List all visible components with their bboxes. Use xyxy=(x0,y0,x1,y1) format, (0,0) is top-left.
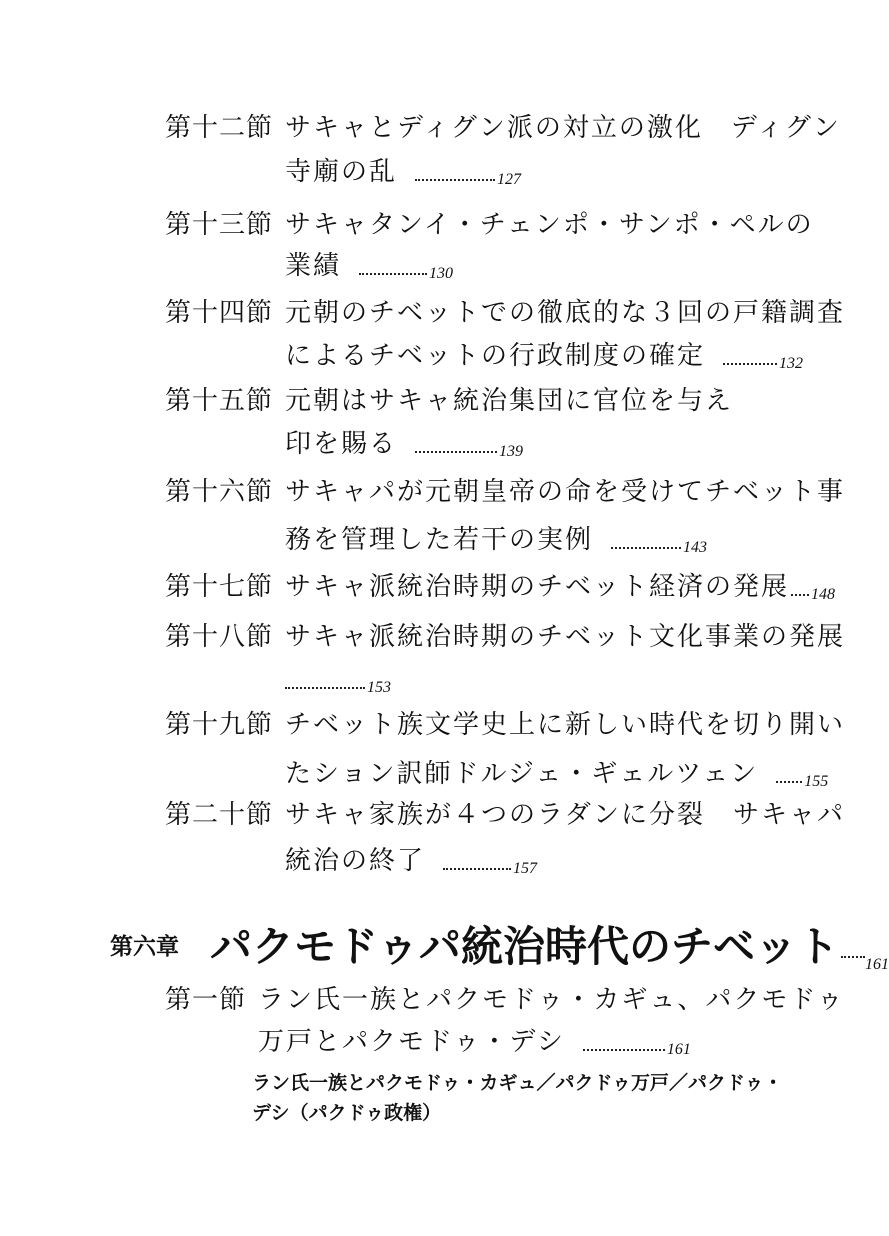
section-title-line2 xyxy=(285,665,391,703)
section-title-line2: 務を管理した若干の実例 143 xyxy=(285,525,708,556)
section-title-line1: チベット族文学史上に新しい時代を切り開い xyxy=(285,710,846,740)
section-title-line2: 統治の終了 157 xyxy=(285,846,538,877)
leader-dots xyxy=(359,259,427,275)
section-label: 第十七節 xyxy=(165,572,274,602)
section-title-line2: によるチベットの行政制度の確定 132 xyxy=(285,341,804,372)
section-title-line1: サキャ派統治時期のチベット経済の発展 148 xyxy=(285,572,836,603)
leader-dots xyxy=(285,673,365,689)
section-title-line1: サキャタンイ・チェンポ・サンポ・ペルの xyxy=(285,210,814,240)
leader-dots xyxy=(583,1035,665,1051)
section-title-line2: 印を賜る 139 xyxy=(285,429,524,460)
section-label: 第二十節 xyxy=(165,800,274,830)
subtopics-line2: デシ（パクドゥ政権） xyxy=(252,1102,442,1124)
section-title-line2: 万戸とパクモドゥ・デシ 161 xyxy=(258,1027,691,1058)
section-label: 第十五節 xyxy=(165,386,274,416)
section-title-line2: 寺廟の乱 127 xyxy=(285,157,522,188)
section-title-line1: 元朝のチベットでの徹底的な３回の戸籍調査 xyxy=(285,298,846,328)
section-label: 第十三節 xyxy=(165,210,274,240)
section-title-line1: サキャパが元朝皇帝の命を受けてチベット事 xyxy=(285,477,846,507)
section-title-line1: サキャとディグン派の対立の激化 ディグン xyxy=(285,113,841,143)
leader-dots xyxy=(443,854,511,870)
section-label: 第十二節 xyxy=(165,113,274,143)
section-label: 第一節 xyxy=(165,985,247,1015)
leader-dots xyxy=(611,533,681,549)
page-number: 161 xyxy=(666,1041,691,1058)
page-number: 161 xyxy=(864,956,889,973)
page-number: 130 xyxy=(429,265,454,282)
leader-dots xyxy=(415,437,497,453)
page-number: 148 xyxy=(811,586,836,603)
leader-dots xyxy=(791,580,809,596)
section-title-line2: 業績 130 xyxy=(285,251,454,282)
page-number: 157 xyxy=(513,860,538,877)
page-number: 155 xyxy=(804,773,829,790)
page-number: 139 xyxy=(499,443,524,460)
leader-dots xyxy=(776,767,802,783)
chapter-title[interactable]: パクモドゥパ統治時代のチベット 161 xyxy=(210,922,889,973)
leader-dots xyxy=(723,349,777,365)
section-label: 第十八節 xyxy=(165,622,274,652)
section-title-line1: サキャ派統治時期のチベット文化事業の発展 xyxy=(285,622,846,652)
section-title-line2: たション訳師ドルジェ・ギェルツェン 155 xyxy=(285,759,829,790)
section-label: 第十四節 xyxy=(165,298,274,328)
leader-dots xyxy=(415,165,495,181)
section-title-line1: サキャ家族が４つのラダンに分裂 サキャパ xyxy=(285,800,846,830)
page-number: 153 xyxy=(367,679,391,696)
section-title-line1: ラン氏一族とパクモドゥ・カギュ、パクモドゥ xyxy=(258,985,845,1015)
chapter-label: 第六章 xyxy=(110,933,179,960)
leader-dots xyxy=(841,942,865,958)
section-label: 第十九節 xyxy=(165,710,274,740)
subtopics-line1: ラン氏一族とパクモドゥ・カギュ／パクドゥ万戸／パクドゥ・ xyxy=(252,1072,783,1094)
page-number: 127 xyxy=(497,171,522,188)
section-title-line1: 元朝はサキャ統治集団に官位を与え xyxy=(285,386,734,416)
page-number: 132 xyxy=(779,355,804,372)
page-number: 143 xyxy=(683,539,708,556)
section-label: 第十六節 xyxy=(165,477,274,507)
